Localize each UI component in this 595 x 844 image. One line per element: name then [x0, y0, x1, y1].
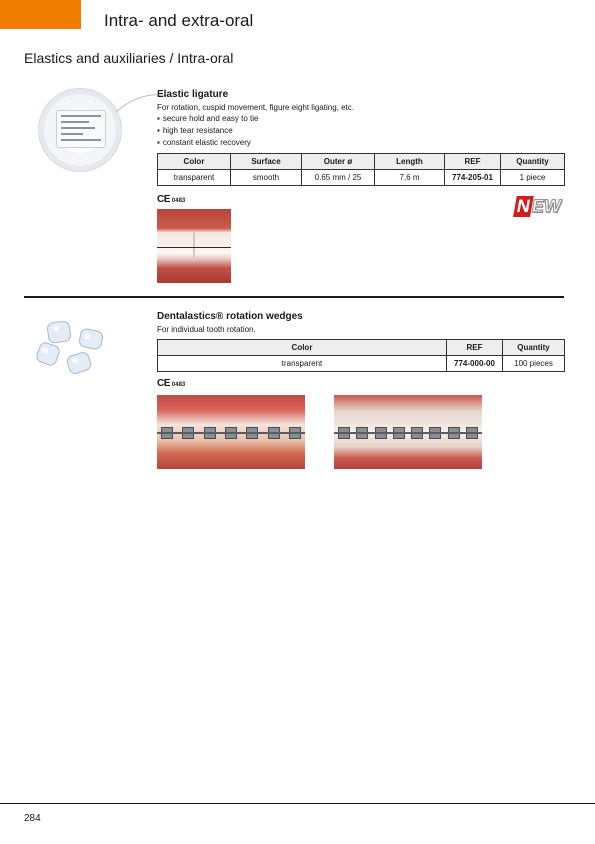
ce-icon: CE — [157, 378, 170, 389]
product-title-elastic-ligature: Elastic ligature — [157, 89, 229, 100]
table-header-row — [158, 340, 565, 356]
column-header: Length — [375, 154, 445, 170]
feature-list — [157, 113, 258, 149]
feature-item: ▪ secure hold and easy to tie — [157, 113, 258, 125]
column-header: Outer ø — [302, 154, 375, 170]
table-cell: 0.65 mm / 25 — [302, 170, 375, 186]
page-number: 284 — [24, 813, 41, 824]
section-color-tab — [0, 0, 81, 29]
table-cell: transparent — [158, 356, 447, 372]
rotation-wedge-clinical-photo-2 — [334, 395, 482, 469]
spec-table-rotation-wedges — [157, 339, 565, 372]
page-subtitle: Elastics and auxiliaries / Intra-oral — [24, 50, 234, 66]
ligature-spool-image — [38, 88, 122, 172]
ce-icon: CE — [157, 194, 170, 205]
spec-table-elastic-ligature — [157, 153, 565, 186]
new-badge — [510, 195, 566, 217]
new-badge-text-rest: EW — [530, 195, 563, 216]
rotation-wedge-clinical-photo-1 — [157, 395, 305, 469]
table-header-row — [158, 154, 565, 170]
ce-notified-body-number: 0483 — [171, 382, 186, 388]
section-divider — [24, 296, 564, 298]
footer-divider — [0, 803, 595, 804]
ce-mark — [157, 378, 185, 389]
column-header: REF — [447, 340, 503, 356]
ref-number: 774-000-00 — [447, 356, 503, 372]
ref-number: 774-205-01 — [445, 170, 501, 186]
new-badge-text: N — [513, 196, 534, 217]
product-description: For individual tooth rotation. — [157, 325, 256, 334]
column-header: Color — [158, 340, 447, 356]
table-row — [158, 356, 565, 372]
section-title: Intra- and extra-oral — [104, 11, 254, 30]
column-header: Surface — [231, 154, 302, 170]
column-header: Quantity — [503, 340, 565, 356]
column-header: Quantity — [501, 154, 565, 170]
feature-item: ▪ high tear resistance — [157, 125, 258, 137]
elastic-ligature-clinical-photo — [157, 209, 231, 283]
table-cell: transparent — [158, 170, 231, 186]
table-cell: 100 pieces — [503, 356, 565, 372]
product-description: For rotation, cuspid movement, figure eight ligating, etc. — [157, 103, 354, 112]
table-cell: smooth — [231, 170, 302, 186]
column-header: Color — [158, 154, 231, 170]
table-cell: 1 piece — [501, 170, 565, 186]
spool-label — [56, 110, 106, 148]
ce-mark — [157, 194, 185, 205]
rotation-wedges-image — [26, 318, 136, 380]
feature-item: ▪ constant elastic recovery — [157, 137, 258, 149]
column-header: REF — [445, 154, 501, 170]
ce-notified-body-number: 0483 — [171, 198, 186, 204]
table-row — [158, 170, 565, 186]
table-cell: 7,6 m — [375, 170, 445, 186]
product-title-rotation-wedges: Dentalastics® rotation wedges — [157, 311, 303, 322]
